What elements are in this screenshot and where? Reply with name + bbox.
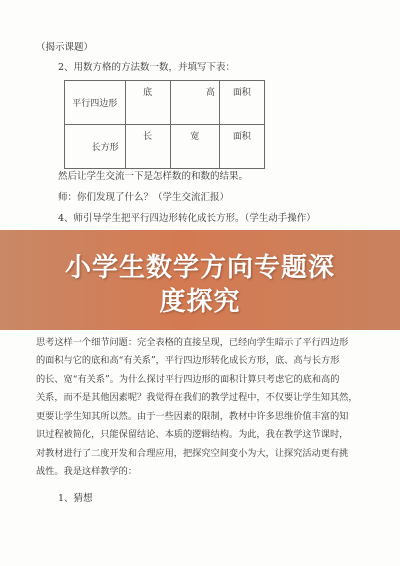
title-banner: [0, 230, 400, 330]
paragraph-line: 关系，而不是其他因素呢？我觉得在我们的教学过程中，不仅要让学生知其然，: [36, 392, 358, 403]
paragraph-line: 战性。我是这样教学的：: [36, 466, 138, 477]
table-row: [65, 81, 265, 125]
doc-line-reveal-topic: （揭示课题）: [36, 42, 94, 53]
doc-line-step-2: 2、用数方格的方法数一数，并填写下表：: [58, 62, 236, 73]
table-cell: 长: [125, 125, 170, 169]
paragraph-line: 的面积与它的底和高“有关系”，平行四边形转化成长方形，底、高与长方形: [36, 355, 340, 366]
paragraph-line: 识过程被简化，只能保留结论、本质的逻辑结构。为此，我在教学这节课时，: [36, 429, 349, 440]
table-cell: 高: [170, 81, 219, 125]
subheading-guess: 1、猜想: [58, 493, 93, 504]
paragraph-line: 更要让学生知其所以然。由于一些因素的限制，教材中许多思维价值丰富的知: [36, 411, 349, 422]
table-cell: 底: [125, 81, 170, 125]
paragraph-line: 的长、宽“有关系”。为什么探讨平行四边形的面积计算只考虑它的底和高的: [36, 374, 340, 385]
table-cell: 面积: [219, 125, 264, 169]
doc-line-step-4: 4、师引导学生把平行四边形转化成长方形。（学生动手操作）: [58, 213, 316, 224]
doc-line-exchange: 然后让学生交流一下是怎样数的和数的结果。: [58, 171, 249, 182]
doc-line-teacher-question: 师：你们发现了什么？（学生交流汇报）: [58, 192, 230, 203]
table-cell: 宽: [170, 125, 219, 169]
paragraph-line: 对教材进行了二度开发和合理应用，把探究空间变小为大，让探究活动更有挑: [36, 448, 349, 459]
table-row: [65, 125, 265, 169]
table-cell-shape: 平行四边形: [65, 81, 126, 125]
table-cell: 面积: [219, 81, 264, 125]
banner-title-line-2: 度探究: [159, 287, 241, 317]
paragraph-line: 思考这样一个细节问题：完全表格的直接呈现，已经向学生暗示了平行四边形: [36, 337, 349, 348]
banner-title-line-1: 小学生数学方向专题深: [64, 253, 335, 283]
table-cell-shape: 长方形: [65, 125, 126, 169]
measurement-table: [64, 80, 265, 169]
